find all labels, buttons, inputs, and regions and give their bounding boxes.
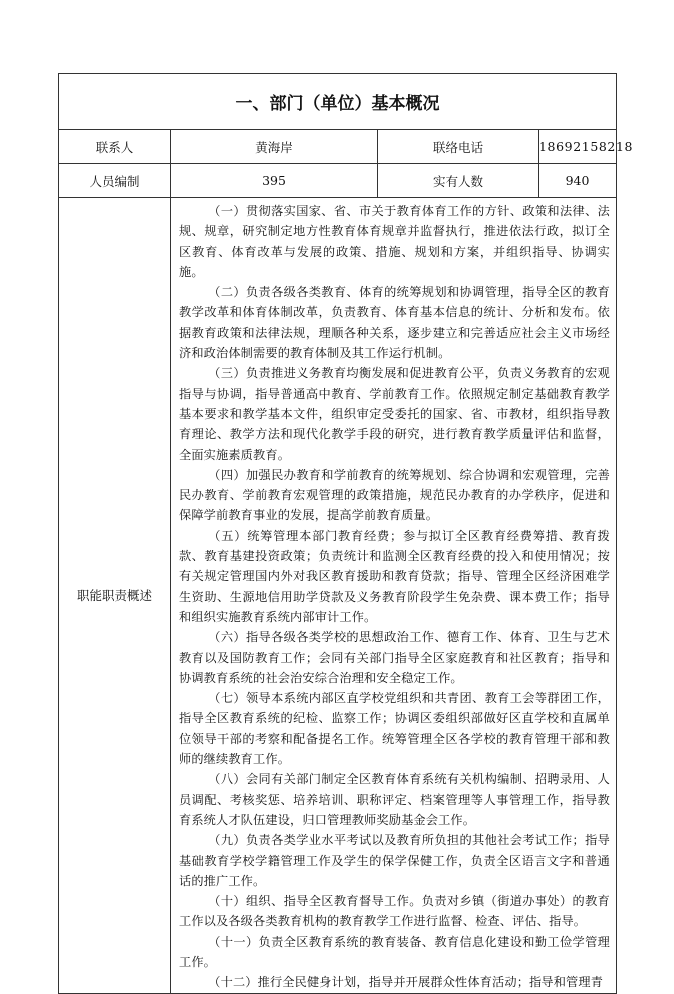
duty-paragraph: （一）贯彻落实国家、省、市关于教育体育工作的方针、政策和法律、法规、规章，研究制定地方性教育体育规章并监督执行，推进依法行政，拟订全区教育、体育改革与发展的政策、措施、规划和方案，并组织指导、协调实施。 (179, 204, 610, 279)
duty-paragraph: （九）负责各类学业水平考试以及教育所负担的其他社会考试工作；指导基础教育学校学籍管理工作及学生的保学保健工作，负责全区语言文字和普通话的推广工作。 (179, 833, 610, 888)
duties-label: 职能职责概述 (59, 198, 171, 994)
duty-paragraph: （十二）推行全民健身计划，指导并开展群众性体育活动；指导和管理青 (208, 975, 604, 990)
duty-paragraph: （五）统筹管理本部门教育经费；参与拟订全区教育经费筹措、教育拨款、教育基建投资政策；负责统计和监测全区教育经费的投入和使用情况；按有关规定管理国内外对我区教育援助和教育贷款；指导、管理全区经济困难学生资助、生源地信用助学贷款及义务教育阶段学生免杂费、课本费工作；指导和组织实施教育系统内部审计工作。 (179, 528, 610, 624)
staff-quota-label: 人员编制 (59, 164, 171, 198)
duty-paragraph: （十一）负责全区教育系统的教育装备、教育信息化建设和勤工俭学管理工作。 (179, 934, 610, 969)
duty-paragraph: （二）负责各级各类教育、体育的统筹规划和协调管理，指导全区的教育教学改革和体育体制改革，负责教育、体育基本信息的统计、分析和发布。依据教育政策和法律法规，理顺各种关系，逐步建立和完善适应社会主义市场经济和政治体制需要的教育体制及其工作运行机制。 (179, 285, 610, 361)
duty-paragraph: （六）指导各级各类学校的思想政治工作、德育工作、体育、卫生与艺术教育以及国防教育工作；会同有关部门指导全区家庭教育和社区教育；指导和协调教育系统的社会治安综合治理和安全稳定工作。 (179, 630, 610, 685)
actual-staff-value: 940 (539, 164, 617, 198)
duty-paragraph: （七）领导本系统内部区直学校党组织和共青团、教育工会等群团工作，指导全区教育系统的纪检、监察工作；协调区委组织部做好区直学校和直属单位领导干部的考察和配备提名工作。统筹管理全区各学校的教育管理干部和教师的继续教育工作。 (179, 691, 610, 767)
phone-value: 18692158218 (539, 130, 617, 164)
duty-paragraph: （八）会同有关部门制定全区教育体育系统有关机构编制、招聘录用、人员调配、考核奖惩、培养培训、职称评定、档案管理等人事管理工作，指导教育系统人才队伍建设，归口管理教师奖励基金会工作。 (179, 772, 610, 827)
overview-table (58, 73, 634, 994)
actual-staff-label: 实有人数 (378, 164, 539, 198)
duty-paragraph: （十）组织、指导全区教育督导工作。负责对乡镇（街道办事处）的教育工作以及各级各类教育机构的教育教学工作进行监督、检查、评估、指导。 (179, 894, 610, 929)
contact-name: 黄海岸 (171, 130, 378, 164)
contact-label: 联系人 (59, 130, 171, 164)
duty-paragraph: （四）加强民办教育和学前教育的统筹规划、综合协调和宏观管理，完善民办教育、学前教育宏观管理的政策措施，规范民办教育的办学秩序，促进和保障学前教育事业的发展，提高学前教育质量。 (179, 467, 610, 523)
phone-label: 联络电话 (378, 130, 539, 164)
section-title: 一、部门（单位）基本概况 (59, 74, 617, 130)
duties-content (171, 198, 617, 994)
duty-paragraph: （三）负责推进义务教育均衡发展和促进教育公平，负责义务教育的宏观指导与协调，指导普通高中教育、学前教育工作。依照规定制定基础教育教学基本要求和教学基本文件，组织审定受委托的国家、省、市教材，组织指导教育理论、教学方法和现代化教学手段的研究，进行教育教学质量评估和监督，全面实施素质教育。 (179, 366, 610, 462)
staff-quota-value: 395 (171, 164, 378, 198)
